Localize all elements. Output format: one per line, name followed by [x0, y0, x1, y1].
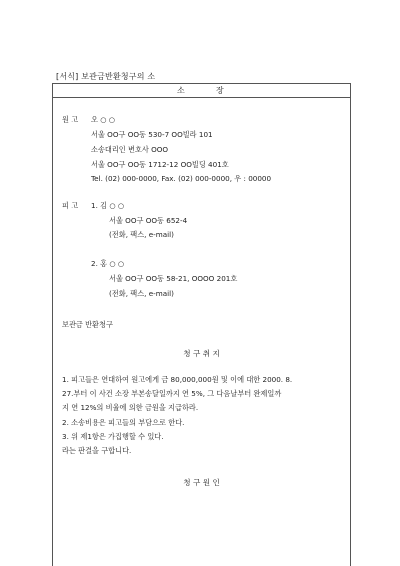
counsel-address: 서울 OO구 OO동 1712-12 OO빌딩 401호 [91, 160, 229, 169]
plaintiff-address: 서울 OO구 OO동 530-7 OO빌라 101 [91, 130, 213, 139]
title-left-char: 소 [177, 86, 185, 95]
defendant-1-address: 서울 OO구 OO동 652-4 [109, 216, 188, 225]
purpose-line-6: 라는 판결을 구합니다. [62, 446, 132, 455]
title-right-char: 장 [216, 86, 224, 95]
defendant-1-name: 1. 김 ○ ○ [91, 201, 125, 210]
document-frame [52, 83, 351, 566]
form-caption: [서식] 보관금반환청구의 소 [56, 72, 156, 81]
purpose-line-1: 1. 피고들은 연대하여 원고에게 금 80,000,000원 및 이에 대한 2000. 8. [62, 375, 293, 384]
purpose-line-3: 지 연 12%의 비율에 의한 금원을 지급하라. [62, 403, 199, 412]
section-cause-heading: 청 구 원 인 [183, 478, 220, 487]
title-row [53, 84, 350, 98]
defendant-2-contact: (전화, 팩스, e-mail) [109, 289, 174, 298]
defendant-2-address: 서울 OO구 OO동 58-21, OOOO 201호 [109, 274, 238, 283]
purpose-line-5: 3. 위 제1항은 가집행할 수 있다. [62, 432, 164, 441]
defendant-2-name: 2. 홍 ○ ○ [91, 259, 125, 268]
section-purpose-heading: 청 구 취 지 [183, 349, 220, 358]
plaintiff-counsel: 소송대리인 변호사 OOO [91, 145, 169, 154]
plaintiff-label: 원 고 [62, 115, 79, 124]
defendant-label: 피 고 [62, 201, 79, 210]
defendant-1-contact: (전화, 팩스, e-mail) [109, 230, 174, 239]
plaintiff-name: 오 ○ ○ [91, 115, 116, 124]
purpose-line-4: 2. 소송비용은 피고들의 부담으로 한다. [62, 418, 185, 427]
purpose-line-2: 27.부터 이 사건 소장 부본송달일까지 연 5%, 그 다음날부터 완제일까 [62, 389, 282, 398]
case-name: 보관금 반환청구 [62, 320, 113, 329]
counsel-contact: Tel. (02) 000-0000, Fax. (02) 000-0000, 우 : 00000 [91, 174, 272, 183]
